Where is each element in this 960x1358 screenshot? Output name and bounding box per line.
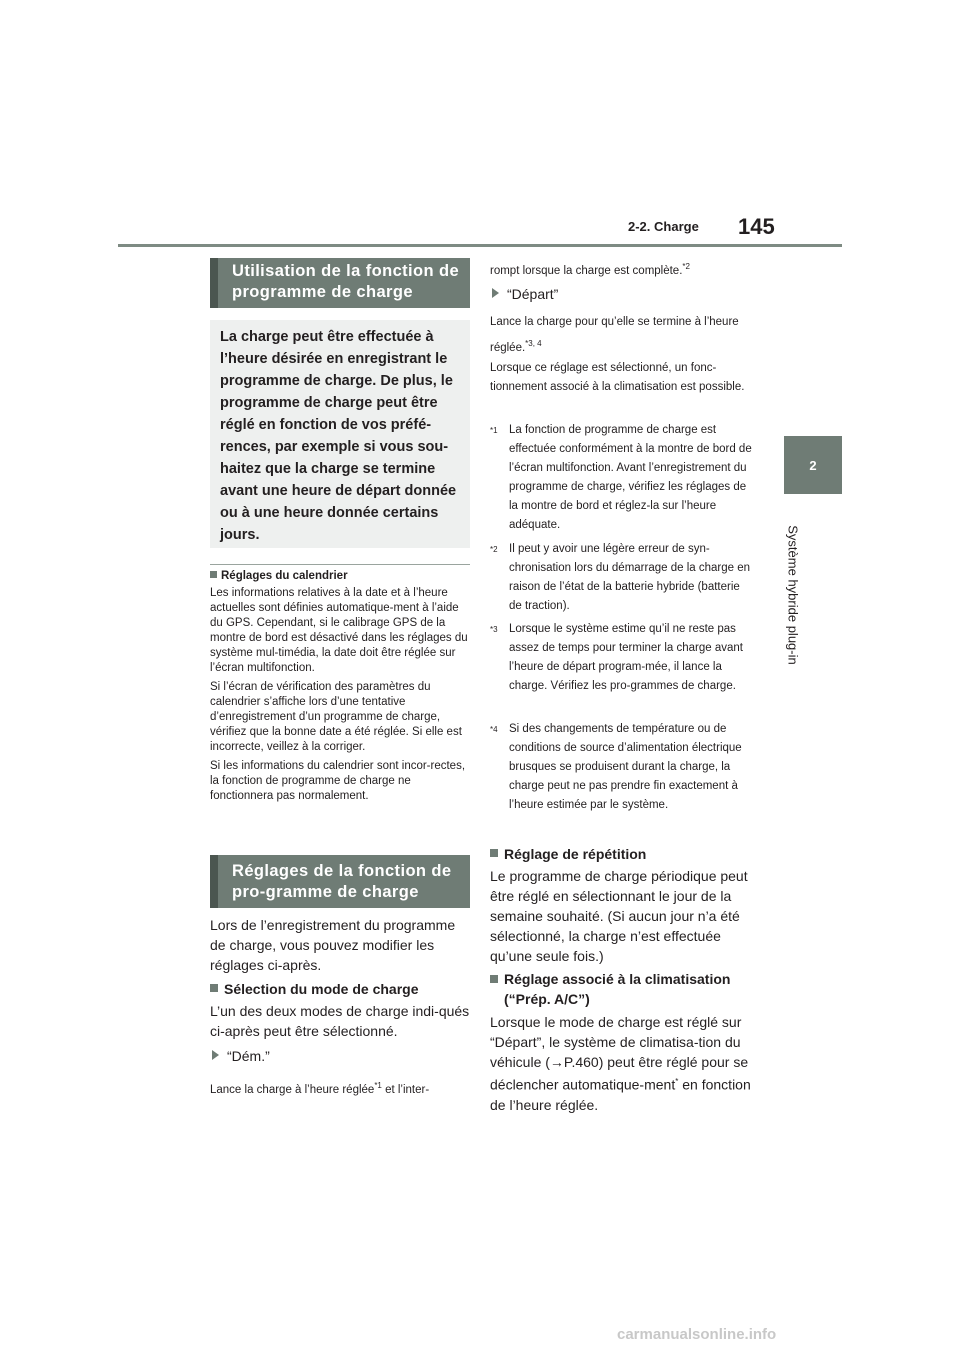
page-number: 145	[738, 214, 775, 239]
dem-label: “Dém.”	[212, 1046, 474, 1066]
square-bullet-icon	[490, 849, 498, 857]
square-bullet-icon	[490, 975, 498, 983]
mode-text: L’un des deux modes de charge indi-qués ci-après peut être sélectionné.	[210, 1003, 470, 1039]
chapter-title-text: Système hybride plug-in	[785, 525, 801, 665]
repeat-text: Le programme de charge périodique peut être réglé en sélectionnant le jour de la semaine souhaité. (Si aucun jour n’a été sélectionné, la charge n’est effectuée qu’une seule fois.)	[490, 868, 748, 964]
footnote-2: *2 Il peut y avoir une légère erreur de syn-chronisation lors du démarrage de la charge en raison de l’état de la batterie hybride (batterie de traction).	[490, 543, 751, 612]
repeat-title: Réglage de répétition	[490, 844, 752, 864]
header-rule	[118, 244, 842, 247]
ac-text: Lorsque le mode de charge est réglé sur “Départ”, le système de climatisa-tion du véhicule (→P.460) peut être réglé pour se déclencher automatique-ment* en fonction de l’heure réglée.	[490, 1014, 751, 1113]
square-bullet-icon	[210, 984, 218, 992]
chapter-number: 2	[809, 457, 817, 473]
section-label: 2-2. Charge	[628, 219, 699, 234]
calendar-paragraph-1: Les informations relatives à la date et à l’heure actuelles sont définies automatique-ment à l’aide du GPS. Cependant, si le calibrage GPS de la montre de bord est désactivé dans les réglages du système mul-timédia, la date doit être réglée sur l’écran multifonction.	[210, 587, 468, 674]
section-heading-1: Utilisation de la fonction de programme de charge	[210, 258, 470, 308]
square-bullet-icon	[210, 571, 217, 578]
footnote-4: *4 Si des changements de température ou de conditions de source d’alimentation électrique brusques se produisent durant la charge, la charge peut ne pas prendre fin exactement à l’heure estimée par le système.	[490, 723, 742, 811]
chapter-tab	[784, 436, 842, 494]
triangle-bullet-icon	[492, 288, 499, 298]
section-heading-2: Réglages de la fonction de pro-gramme de charge	[210, 855, 470, 908]
triangle-bullet-icon	[212, 1050, 219, 1060]
dem-text-continued: rompt lorsque la charge est complète.$^{*2}$	[490, 262, 690, 277]
settings-intro: Lors de l’enregistrement du programme de charge, vous pouvez modifier les réglages ci-après.	[210, 917, 456, 973]
calendar-title: Réglages du calendrier	[210, 569, 472, 584]
chapter-title	[773, 520, 813, 670]
calendar-paragraph-3: Si les informations du calendrier sont incor-rectes, la fonction de programme de charge ne fonctionnera pas normalement.	[210, 760, 466, 802]
depart-label: “Départ”	[492, 284, 754, 304]
footnote-3: *3 Lorsque le système estime qu’il ne reste pas assez de temps pour terminer la charge avant l’heure de départ program-mée, il lance la charge. Vérifiez les pro-grammes de charge.	[490, 623, 743, 692]
depart-note: Lorsque ce réglage est sélectionné, un fonc-tionnement associé à la climatisation est possible.	[490, 362, 745, 393]
calendar-note	[210, 569, 472, 804]
footnote-1: *1 La fonction de programme de charge est effectuée conformément à la montre de bord de l’écran multifonction. Avant l’enregistrement du programme de charge, vérifiez les réglages de la montre de bord et réglez-la sur l’heure adéquate.	[490, 424, 752, 531]
watermark: carmanualsonline.info	[617, 1326, 777, 1343]
divider	[210, 564, 470, 565]
depart-text: Lance la charge pour qu’elle se termine à l’heure réglée.$^{*3, 4}$	[490, 316, 739, 354]
dem-text: Lance la charge à l’heure réglée$^{*1}$ et l’inter-	[210, 1081, 430, 1096]
ac-title: Réglage associé à la climatisation (“Prép. A/C”)	[490, 969, 752, 1009]
mode-title: Sélection du mode de charge	[210, 979, 472, 999]
calendar-paragraph-2: Si l’écran de vérification des paramètres du calendrier s’affiche lors d’une tentative d’enregistrement d’un programme de charge, vérifiez que la bonne date a été réglée. Si elle est incorrecte, veillez à la corriger.	[210, 681, 462, 753]
intro-box: La charge peut être effectuée à l’heure désirée en enregistrant le programme de charge. De plus, le programme de charge peut être réglé en fonction de vos préfé-rences, par exemple si vous sou-haitez que la charge se termine avant une heure de départ donnée ou à une heure donnée certains jours.	[210, 320, 470, 548]
